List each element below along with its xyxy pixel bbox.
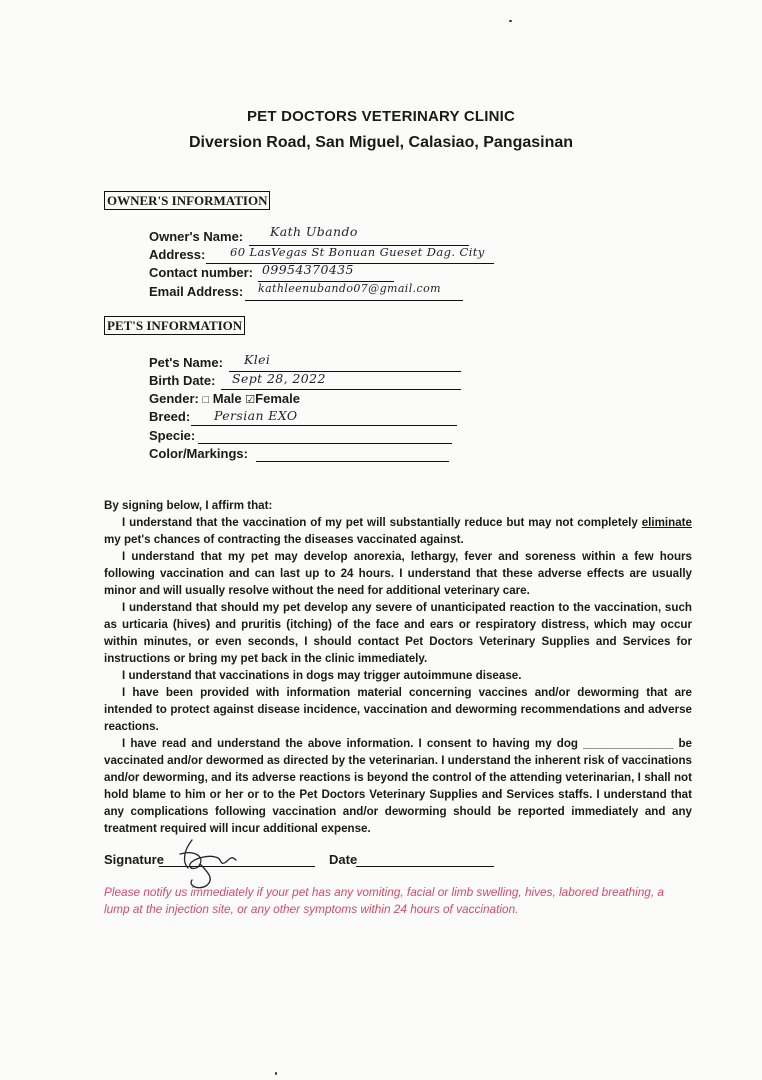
- female-option-label: Female: [255, 391, 300, 406]
- breed-label: Breed:: [149, 409, 191, 424]
- birth-date-line: [221, 389, 461, 390]
- breed-line: [191, 425, 457, 426]
- contact-value[interactable]: 09954370435: [262, 262, 354, 277]
- consent-paragraph-6: I have read and understand the above information. I consent to having my dog ______________ be vaccinated and/or dewormed as directed by the veterinarian. I understand the inherent risk of vaccinations and/or deworming, and its adverse reactions is beyond the control of the attending veterinarian, I shall not hold blame to him or her or to the Pet Doctors Veterinary Supplies and Services staffs. I understand that any complications following vaccination and/or deworming should be reported immediately and any treatment required will incur additional expense.: [104, 737, 692, 835]
- owner-section-heading: OWNER'S INFORMATION: [104, 191, 270, 210]
- specie-label: Specie:: [149, 428, 196, 443]
- consent-paragraph-2: I understand that my pet may develop anorexia, lethargy, fever and soreness within a few hours following vaccination and can last up to 24 hours. I understand that these adverse effects are usually minor and will usually resolve without the need for additional veterinary care.: [104, 550, 692, 597]
- consent-paragraph-1: I understand that the vaccination of my pet will substantially reduce but may not completely eliminate my pet's chances of contracting the diseases vaccinated against.: [104, 516, 692, 546]
- aftercare-notice: Please notify us immediately if your pet has any vomiting, facial or limb swelling, hives, labored breathing, a lump at the injection site, or any other symptoms within 24 hours of vaccination.: [104, 885, 664, 916]
- pet-name-label: Pet's Name:: [149, 355, 223, 370]
- scan-speck: [275, 1072, 277, 1075]
- gender-row: [149, 391, 300, 406]
- email-label: Email Address:: [149, 284, 244, 299]
- email-value[interactable]: kathleenubando07@gmail.com: [258, 282, 441, 295]
- color-markings-line: [256, 461, 449, 462]
- color-markings-label: Color/Markings:: [149, 446, 248, 461]
- pet-section-heading: PET'S INFORMATION: [104, 316, 245, 335]
- address-label: Address:: [149, 247, 206, 262]
- consent-paragraph-4: I understand that vaccinations in dogs may trigger autoimmune disease.: [122, 669, 522, 682]
- clinic-address: Diversion Road, San Miguel, Calasiao, Pangasinan: [188, 134, 574, 151]
- gender-label: Gender:: [149, 391, 199, 406]
- specie-line: [198, 443, 452, 444]
- date-label: Date: [329, 852, 358, 867]
- consent-paragraph-5: I have been provided with information material concerning vaccines and/or deworming that are intended to protect against disease incidence, vaccination and deworming recommendations and adverse reactions.: [104, 686, 692, 733]
- male-checkbox[interactable]: □: [202, 394, 210, 406]
- date-line: [356, 866, 494, 867]
- pet-name-value[interactable]: Klei: [244, 352, 271, 367]
- birth-date-value[interactable]: Sept 28, 2022: [232, 371, 326, 386]
- female-checkbox[interactable]: ☑: [245, 394, 256, 406]
- male-option-label: Male: [212, 391, 242, 406]
- consent-intro: By signing below, I affirm that:: [104, 499, 273, 512]
- contact-label: Contact number:: [149, 265, 253, 280]
- owner-name-label: Owner's Name:: [149, 229, 244, 244]
- consent-paragraph-3: I understand that should my pet develop any severe of unanticipated reaction to the vaccination, such as urticaria (hives) and pruritis (itching) of the face and ears or respiratory distress, which may occur within minutes, or even seconds, I should contact Pet Doctors Veterinary Supplies and Services for instructions or bring my pet back in the clinic immediately.: [104, 601, 692, 665]
- signature-label: Signature: [104, 852, 164, 867]
- clinic-name: PET DOCTORS VETERINARY CLINIC: [246, 108, 516, 125]
- birth-date-label: Birth Date:: [149, 373, 216, 388]
- owner-name-value[interactable]: Kath Ubando: [270, 224, 358, 239]
- address-value[interactable]: 60 LasVegas St Bonuan Gueset Dag. City: [230, 245, 485, 259]
- breed-value[interactable]: Persian EXO: [214, 408, 298, 423]
- email-line: [245, 300, 463, 301]
- scan-speck: [509, 20, 512, 22]
